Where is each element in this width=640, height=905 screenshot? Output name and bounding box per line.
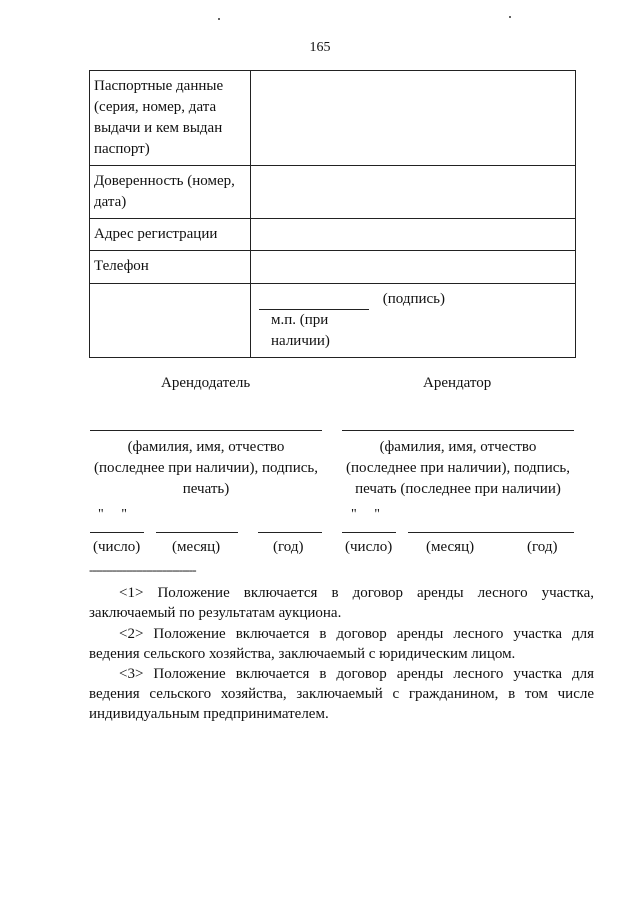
page-number: 165 [309, 40, 331, 55]
seal-label-line1: м.п. (при [271, 312, 329, 328]
lessor-year-line[interactable] [258, 532, 322, 533]
lessee-day-line[interactable] [342, 532, 396, 533]
registration-address-label: Адрес регистрации [90, 219, 251, 251]
lessee-day-label: (число) [345, 539, 393, 555]
lessor-caption: (фамилия, имя, отчество (последнее при наличии), подпись, печать) [94, 439, 318, 497]
empty-signature-row-label [90, 284, 251, 358]
signature-line[interactable] [259, 295, 369, 310]
lessor-day-line[interactable] [90, 532, 144, 533]
seal-label-line2: наличии) [271, 333, 330, 349]
passport-value-cell[interactable] [251, 71, 576, 166]
power-of-attorney-value-cell[interactable] [251, 166, 576, 219]
signature-cell [251, 284, 576, 358]
lessor-title: Арендодатель [161, 375, 251, 391]
registration-address-value-cell[interactable] [251, 219, 576, 251]
lessee-details-table [89, 70, 576, 358]
lessee-month-line[interactable] [408, 532, 574, 533]
lessor-month-line[interactable] [156, 532, 238, 533]
footnote-2: <2> Положение включается в договор аренды лесного участка для ведения сельского хозяйства, заключаемый с юридическим лицом. [89, 626, 594, 662]
power-of-attorney-label: Доверенность (номер, дата) [90, 166, 251, 219]
lessor-day-label: (число) [93, 539, 141, 555]
footnote-1: <1> Положение включается в договор аренды лесного участка, заключаемый по результатам аукциона. [89, 585, 594, 621]
phone-label: Телефон [90, 251, 251, 284]
lessee-title: Арендатор [423, 375, 492, 391]
passport-label: Паспортные данные (серия, номер, дата выдачи и кем выдан паспорт) [90, 71, 251, 166]
lessee-signature-line[interactable] [342, 430, 574, 431]
scan-speck [218, 18, 220, 20]
footnote-3: <3> Положение включается в договор аренды лесного участка для ведения сельского хозяйства, заключаемый с гражданином, в том числе индивидуальным предпринимателем. [89, 666, 594, 722]
scan-speck [509, 16, 511, 18]
lessor-signature-line[interactable] [90, 430, 322, 431]
lessee-month-label: (месяц) [426, 539, 475, 555]
phone-value-cell[interactable] [251, 251, 576, 284]
lessee-date-quotes: " " [351, 507, 380, 522]
lessor-year-label: (год) [273, 539, 304, 555]
lessor-date-quotes: " " [98, 507, 127, 522]
footnote-separator: -------------------------------- [89, 562, 196, 577]
lessee-caption: (фамилия, имя, отчество (последнее при наличии), подпись, печать (последнее при наличии) [346, 439, 570, 497]
lessee-year-label: (год) [527, 539, 558, 555]
signature-label: (подпись) [382, 291, 446, 307]
lessor-month-label: (месяц) [172, 539, 221, 555]
